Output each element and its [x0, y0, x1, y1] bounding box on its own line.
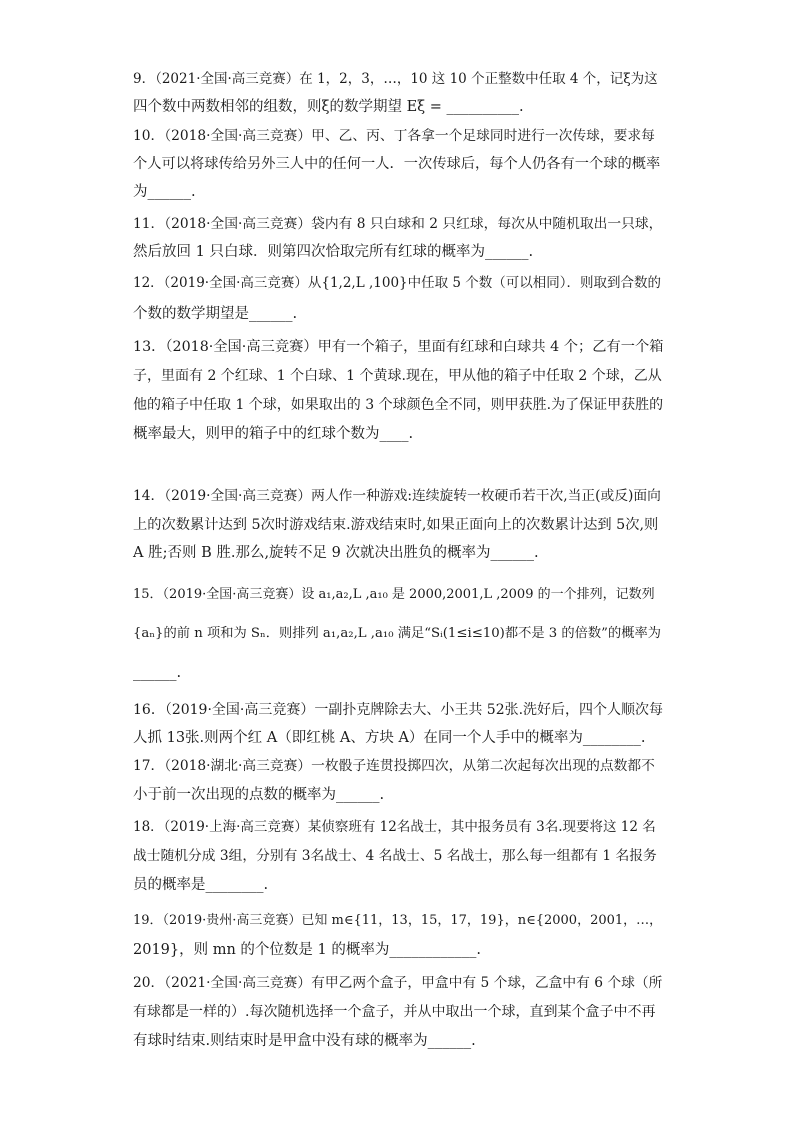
problem-line: 9．（2021·全国·高三竞赛）在 1，2，3，…，10 这 10 个正整数中任取 4 个，记ξ为这 [133, 71, 658, 87]
problem-line: 20．（2021·全国·高三竞赛）有甲乙两个盒子，甲盒中有 5 个球，乙盒中有 6 个球（所 [133, 975, 663, 991]
problem-line: 13．（2018·全国·高三竞赛）甲有一个箱子，里面有红球和白球共 4 个；乙有一个箱 [133, 339, 664, 355]
problem-line: 有球时结束.则结束时是甲盒中没有球的概率为______. [133, 1033, 476, 1049]
problem-line: A 胜;否则 B 胜.那么,旋转不足 9 次就决出胜负的概率为______. [133, 545, 539, 561]
problem-line: 15．（2019·全国·高三竞赛）设 a₁,a₂,L ,a₁₀ 是 2000,2001,L ,2009 的一个排列，记数列 [133, 587, 655, 602]
problem-line: 11．（2018·全国·高三竞赛）袋内有 8 只白球和 2 只红球，每次从中随机取出一只球， [133, 216, 663, 232]
problem-line: 12．（2019·全国·高三竞赛）从{1,2,L ,100}中任取 5 个数（可以相同）．则取到合数的 [133, 275, 662, 291]
problem-line: 然后放回 1 只白球．则第四次恰取完所有红球的概率为______. [133, 244, 534, 260]
problem-line: 个人可以将球传给另外三人中的任何一人．一次传球后，每个人仍各有一个球的概率 [133, 156, 661, 172]
problem-line: 四个数中两数相邻的组数，则ξ的数学期望 Eξ = __________. [133, 99, 524, 115]
problem-line: 员的概率是________. [133, 877, 269, 893]
problem-line: 14．（2019·全国·高三竞赛）两人作一种游戏:连续旋转一枚硬币若干次,当正(或反)面向 [133, 488, 661, 504]
problem-line: 17．（2018·湖北·高三竞赛）一枚骰子连贯投掷四次，从第二次起每次出现的点数都不 [133, 758, 655, 774]
problem-line: 个数的数学期望是______. [133, 306, 298, 322]
problem-line: 他的箱子中任取 1 个球，如果取出的 3 个球颜色全不同，则甲获胜.为了保证甲获胜的 [133, 397, 664, 413]
problem-line: 战士随机分成 3组，分别有 3名战士、4 名战士、5 名战士，那么每一组都有 1 名报务 [133, 848, 657, 864]
problem-line: 人抓 13张.则两个红 A（即红桃 A、方块 A）在同一个人手中的概率为________. [133, 730, 646, 746]
problem-line: 概率最大，则甲的箱子中的红球个数为____. [133, 426, 414, 442]
problem-line: 为______. [133, 184, 196, 200]
problem-line: 2019}，则 mn 的个位数是 1 的概率为____________. [133, 942, 481, 958]
problem-line: 19．（2019·贵州·高三竞赛）已知 m∈{11，13，15，17，19}，n∈{2000，2001，…， [133, 913, 663, 928]
problem-line: ______. [133, 665, 182, 681]
problem-line: 小于前一次出现的点数的概率为______. [133, 787, 385, 803]
problem-line: 上的次数累计达到 5次时游戏结束.游戏结束时,如果正面向上的次数累计达到 5次,则 [133, 517, 659, 533]
problem-line: 有球都是一样的）.每次随机选择一个盒子，并从中取出一个球，直到某个盒子中不再 [133, 1004, 656, 1020]
problem-line: 10．（2018·全国·高三竞赛）甲、乙、丙、丁各拿一个足球同时进行一次传球，要求每 [133, 128, 655, 144]
problem-line: 16．（2019·全国·高三竞赛）一副扑克牌除去大、小王共 52张.洗好后，四个人顺次每 [133, 702, 664, 718]
problem-line: 子，里面有 2 个红球、1 个白球、1 个黄球.现在，甲从他的箱子中任取 2 个球，乙从 [133, 368, 662, 384]
problem-line: 18．（2019·上海·高三竞赛）某侦察班有 12名战士，其中报务员有 3名.现要将这 12 名 [133, 819, 656, 835]
problem-line: {aₙ}的前 n 项和为 Sₙ．则排列 a₁,a₂,L ,a₁₀ 满足“Sᵢ(1≤i≤10)都不是 3 的倍数”的概率为 [133, 626, 661, 641]
